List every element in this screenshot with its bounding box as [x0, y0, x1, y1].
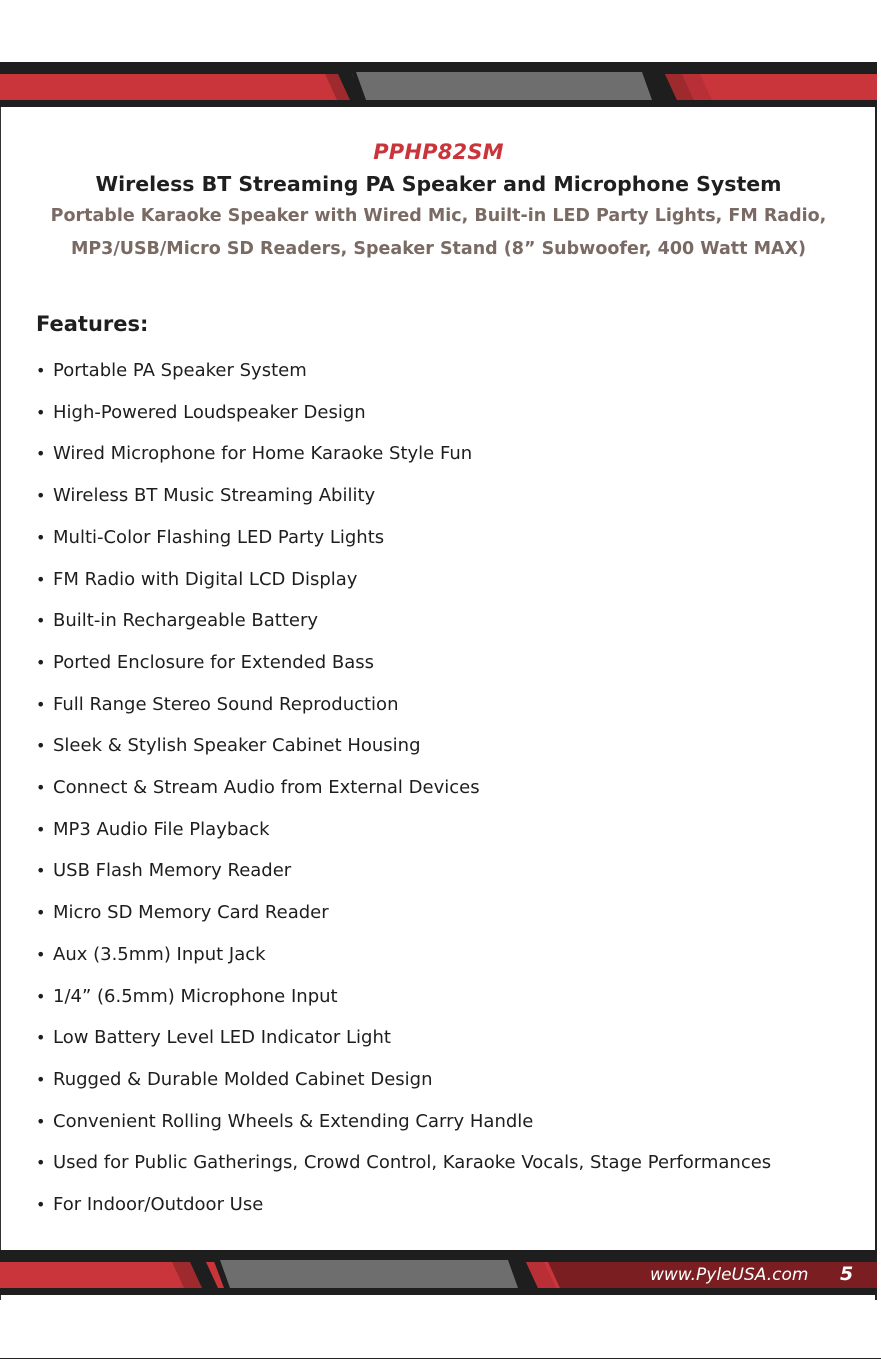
- feature-item: [36, 892, 771, 934]
- feature-item: [36, 767, 771, 809]
- feature-item: [36, 392, 771, 434]
- feature-item: [36, 725, 771, 767]
- feature-item: [36, 809, 771, 851]
- feature-text: Micro SD Memory Card Reader: [53, 902, 329, 924]
- feature-text: MP3 Audio File Playback: [53, 818, 270, 840]
- feature-text: Connect & Stream Audio from External Devices: [53, 777, 480, 799]
- feature-text: For Indoor/Outdoor Use: [53, 1194, 264, 1216]
- bullet-icon: •: [36, 861, 46, 881]
- feature-text: Portable PA Speaker System: [53, 360, 307, 381]
- bullet-icon: •: [36, 1028, 46, 1048]
- product-subline-1: Portable Karaoke Speaker with Wired Mic, Built-in LED Party Lights, FM Radio,: [50, 206, 827, 226]
- feature-text: Aux (3.5mm) Input Jack: [53, 943, 266, 965]
- product-headline: Wireless BT Streaming PA Speaker and Microphone System: [95, 172, 782, 196]
- feature-item: [36, 600, 771, 642]
- feature-text: Full Range Stereo Sound Reproduction: [53, 693, 399, 715]
- page-number: 5: [840, 1263, 854, 1285]
- bullet-icon: •: [36, 486, 46, 506]
- feature-item: [36, 1017, 771, 1059]
- feature-text: FM Radio with Digital LCD Display: [53, 568, 358, 590]
- bullet-icon: •: [36, 944, 46, 964]
- bullet-icon: •: [36, 819, 46, 839]
- feature-item: [36, 684, 771, 726]
- feature-text: High-Powered Loudspeaker Design: [53, 401, 366, 423]
- feature-text: Built-in Rechargeable Battery: [53, 610, 319, 632]
- feature-text: Ported Enclosure for Extended Bass: [53, 651, 375, 673]
- feature-text: Multi-Color Flashing LED Party Lights: [53, 526, 385, 548]
- features-heading: Features:: [36, 312, 149, 336]
- title-block: [0, 138, 877, 266]
- bullet-icon: •: [36, 736, 46, 756]
- bullet-icon: •: [36, 527, 46, 547]
- feature-text: Convenient Rolling Wheels & Extending Carry Handle: [53, 1110, 534, 1132]
- feature-item: [36, 1142, 771, 1184]
- feature-text: Rugged & Durable Molded Cabinet Design: [53, 1068, 433, 1090]
- feature-item: [36, 433, 771, 475]
- bullet-icon: •: [36, 611, 46, 631]
- bullet-icon: •: [36, 778, 46, 798]
- feature-item: [36, 850, 771, 892]
- feature-item: [36, 350, 771, 392]
- bottom-rule: [0, 1358, 881, 1359]
- feature-item: [36, 517, 771, 559]
- bullet-icon: •: [36, 569, 46, 589]
- feature-text: Sleek & Stylish Speaker Cabinet Housing: [53, 735, 421, 757]
- bullet-icon: •: [36, 444, 46, 464]
- feature-item: [36, 976, 771, 1018]
- feature-text: Low Battery Level LED Indicator Light: [53, 1027, 391, 1049]
- bullet-icon: •: [36, 1069, 46, 1089]
- bullet-icon: •: [36, 1195, 46, 1215]
- product-subline-2: MP3/USB/Micro SD Readers, Speaker Stand (8” Subwoofer, 400 Watt MAX): [70, 239, 807, 259]
- bullet-icon: •: [36, 694, 46, 714]
- feature-item: [36, 1059, 771, 1101]
- bullet-icon: •: [36, 1153, 46, 1173]
- features-list: [36, 350, 771, 1226]
- header-banner: [0, 62, 877, 107]
- feature-item: [36, 559, 771, 601]
- bullet-icon: •: [36, 361, 46, 380]
- header-banner-graphic: [0, 62, 877, 107]
- feature-text: USB Flash Memory Reader: [53, 860, 292, 882]
- feature-item: [36, 475, 771, 517]
- feature-item: [36, 642, 771, 684]
- bullet-icon: •: [36, 652, 46, 672]
- bullet-icon: •: [36, 986, 46, 1006]
- feature-text: 1/4” (6.5mm) Microphone Input: [53, 985, 338, 1007]
- feature-item: [36, 934, 771, 976]
- feature-item: [36, 1101, 771, 1143]
- feature-text: Used for Public Gatherings, Crowd Control, Karaoke Vocals, Stage Performances: [53, 1152, 772, 1174]
- bullet-icon: •: [36, 1111, 46, 1131]
- feature-text: Wired Microphone for Home Karaoke Style Fun: [53, 443, 473, 465]
- footer-url: www.PyleUSA.com: [650, 1265, 809, 1285]
- model-number: PPHP82SM: [373, 140, 504, 164]
- feature-text: Wireless BT Music Streaming Ability: [53, 485, 376, 507]
- bullet-icon: •: [36, 402, 46, 422]
- feature-item: [36, 1184, 771, 1226]
- bullet-icon: •: [36, 903, 46, 923]
